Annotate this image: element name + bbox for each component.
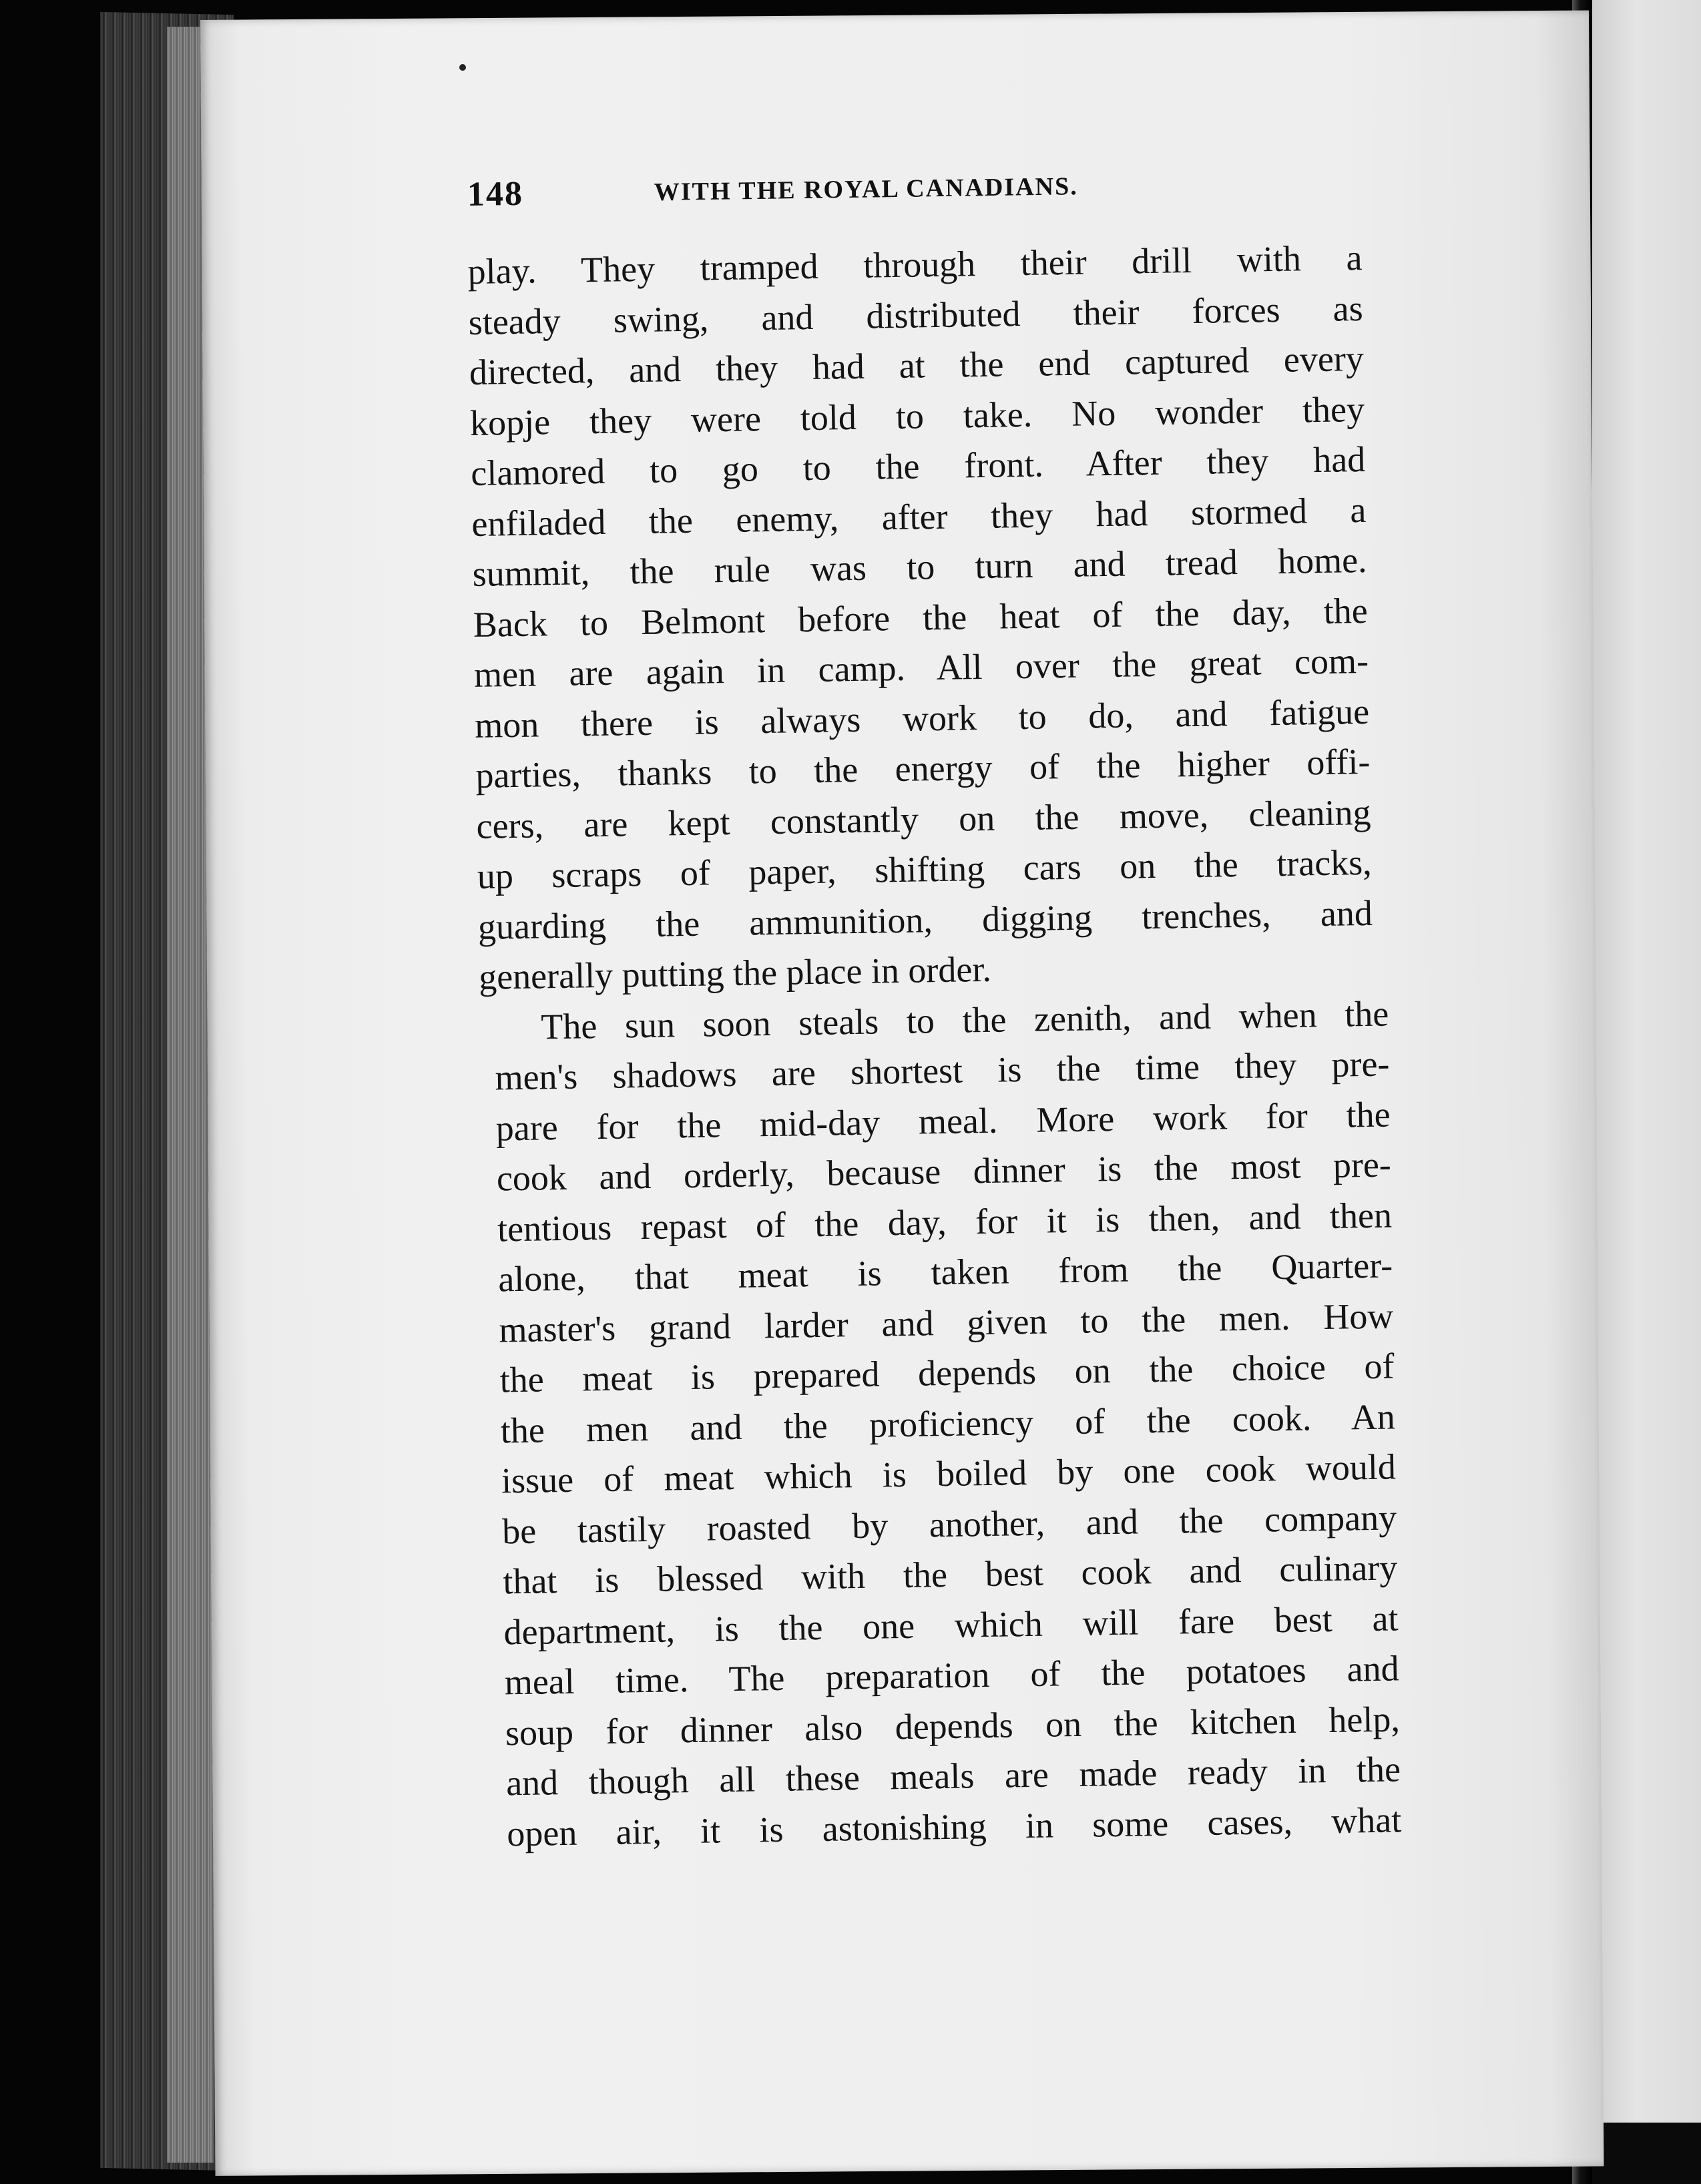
- text-line: pare for the mid-day meal. More work for the: [495, 1093, 1391, 1148]
- text-line: cers, are kept constantly on the move, cleaning: [476, 792, 1371, 846]
- text-line: the men and the proficiency of the cook. An: [500, 1396, 1396, 1450]
- text-line: guarding the ammunition, digging trenches, and: [477, 892, 1373, 947]
- text-line: that is blessed with the best cook and culinary: [502, 1547, 1398, 1602]
- text-line: open air, it is astonishing in some cases, what: [506, 1799, 1402, 1854]
- text-line: meal time. The preparation of the potatoes and: [504, 1648, 1400, 1703]
- text-line: tentious repast of the day, for it is then, and then: [497, 1194, 1393, 1249]
- text-line: kopje they were told to take. No wonder they: [469, 388, 1365, 443]
- text-line: soup for dinner also depends on the kitchen help,: [505, 1698, 1401, 1753]
- running-title: WITH THE ROYAL CANADIANS.: [654, 172, 1078, 207]
- ink-speck: [459, 64, 466, 71]
- text-line: summit, the rule was to turn and tread home.: [472, 539, 1368, 594]
- text-line: generally putting the place in order.: [478, 948, 992, 997]
- text-line: play. They tramped through their drill with a: [467, 237, 1363, 292]
- text-line: be tastily roasted by another, and the company: [501, 1496, 1397, 1551]
- text-line: clamored to go to the front. After they had: [470, 439, 1366, 493]
- paragraph: [467, 232, 1434, 1003]
- text-line: directed, and they had at the end captured every: [469, 338, 1365, 392]
- text-line: men's shadows are shortest is the time they pre-: [495, 1043, 1390, 1098]
- text-line: the meat is prepared depends on the choice of: [499, 1346, 1395, 1400]
- text-line: cook and orderly, because dinner is the most pre-: [496, 1144, 1392, 1199]
- facing-page-bottom-shadow: [1592, 2123, 1701, 2184]
- text-line: issue of meat which is boiled by one cook would: [501, 1446, 1397, 1501]
- facing-page-sliver: [1592, 0, 1701, 2184]
- page-number: 148: [467, 174, 524, 214]
- text-line: The sun soon steals to the zenith, and when the: [540, 993, 1389, 1047]
- text-line: steady swing, and distributed their forces as: [468, 288, 1364, 342]
- text-line: alone, that meat is taken from the Quarter-: [497, 1245, 1393, 1300]
- text-line: Back to Belmont before the heat of the day, the: [473, 590, 1369, 645]
- body-text: [467, 232, 1447, 1860]
- running-head: [467, 165, 1202, 228]
- paragraph: [494, 988, 1447, 1859]
- text-line: parties, thanks to the energy of the higher offi-: [475, 741, 1371, 796]
- text-line: mon there is always work to do, and fatigue: [474, 691, 1370, 746]
- text-line: master's grand larder and given to the men. How: [499, 1295, 1394, 1350]
- text-line: department, is the one which will fare best at: [503, 1597, 1399, 1652]
- text-line: men are again in camp. All over the great com-: [473, 640, 1369, 695]
- text-line: and though all these meals are made ready in the: [505, 1749, 1401, 1804]
- text-line: enfiladed the enemy, after they had stormed a: [471, 489, 1367, 544]
- text-line: up scraps of paper, shifting cars on the tracks,: [477, 842, 1373, 896]
